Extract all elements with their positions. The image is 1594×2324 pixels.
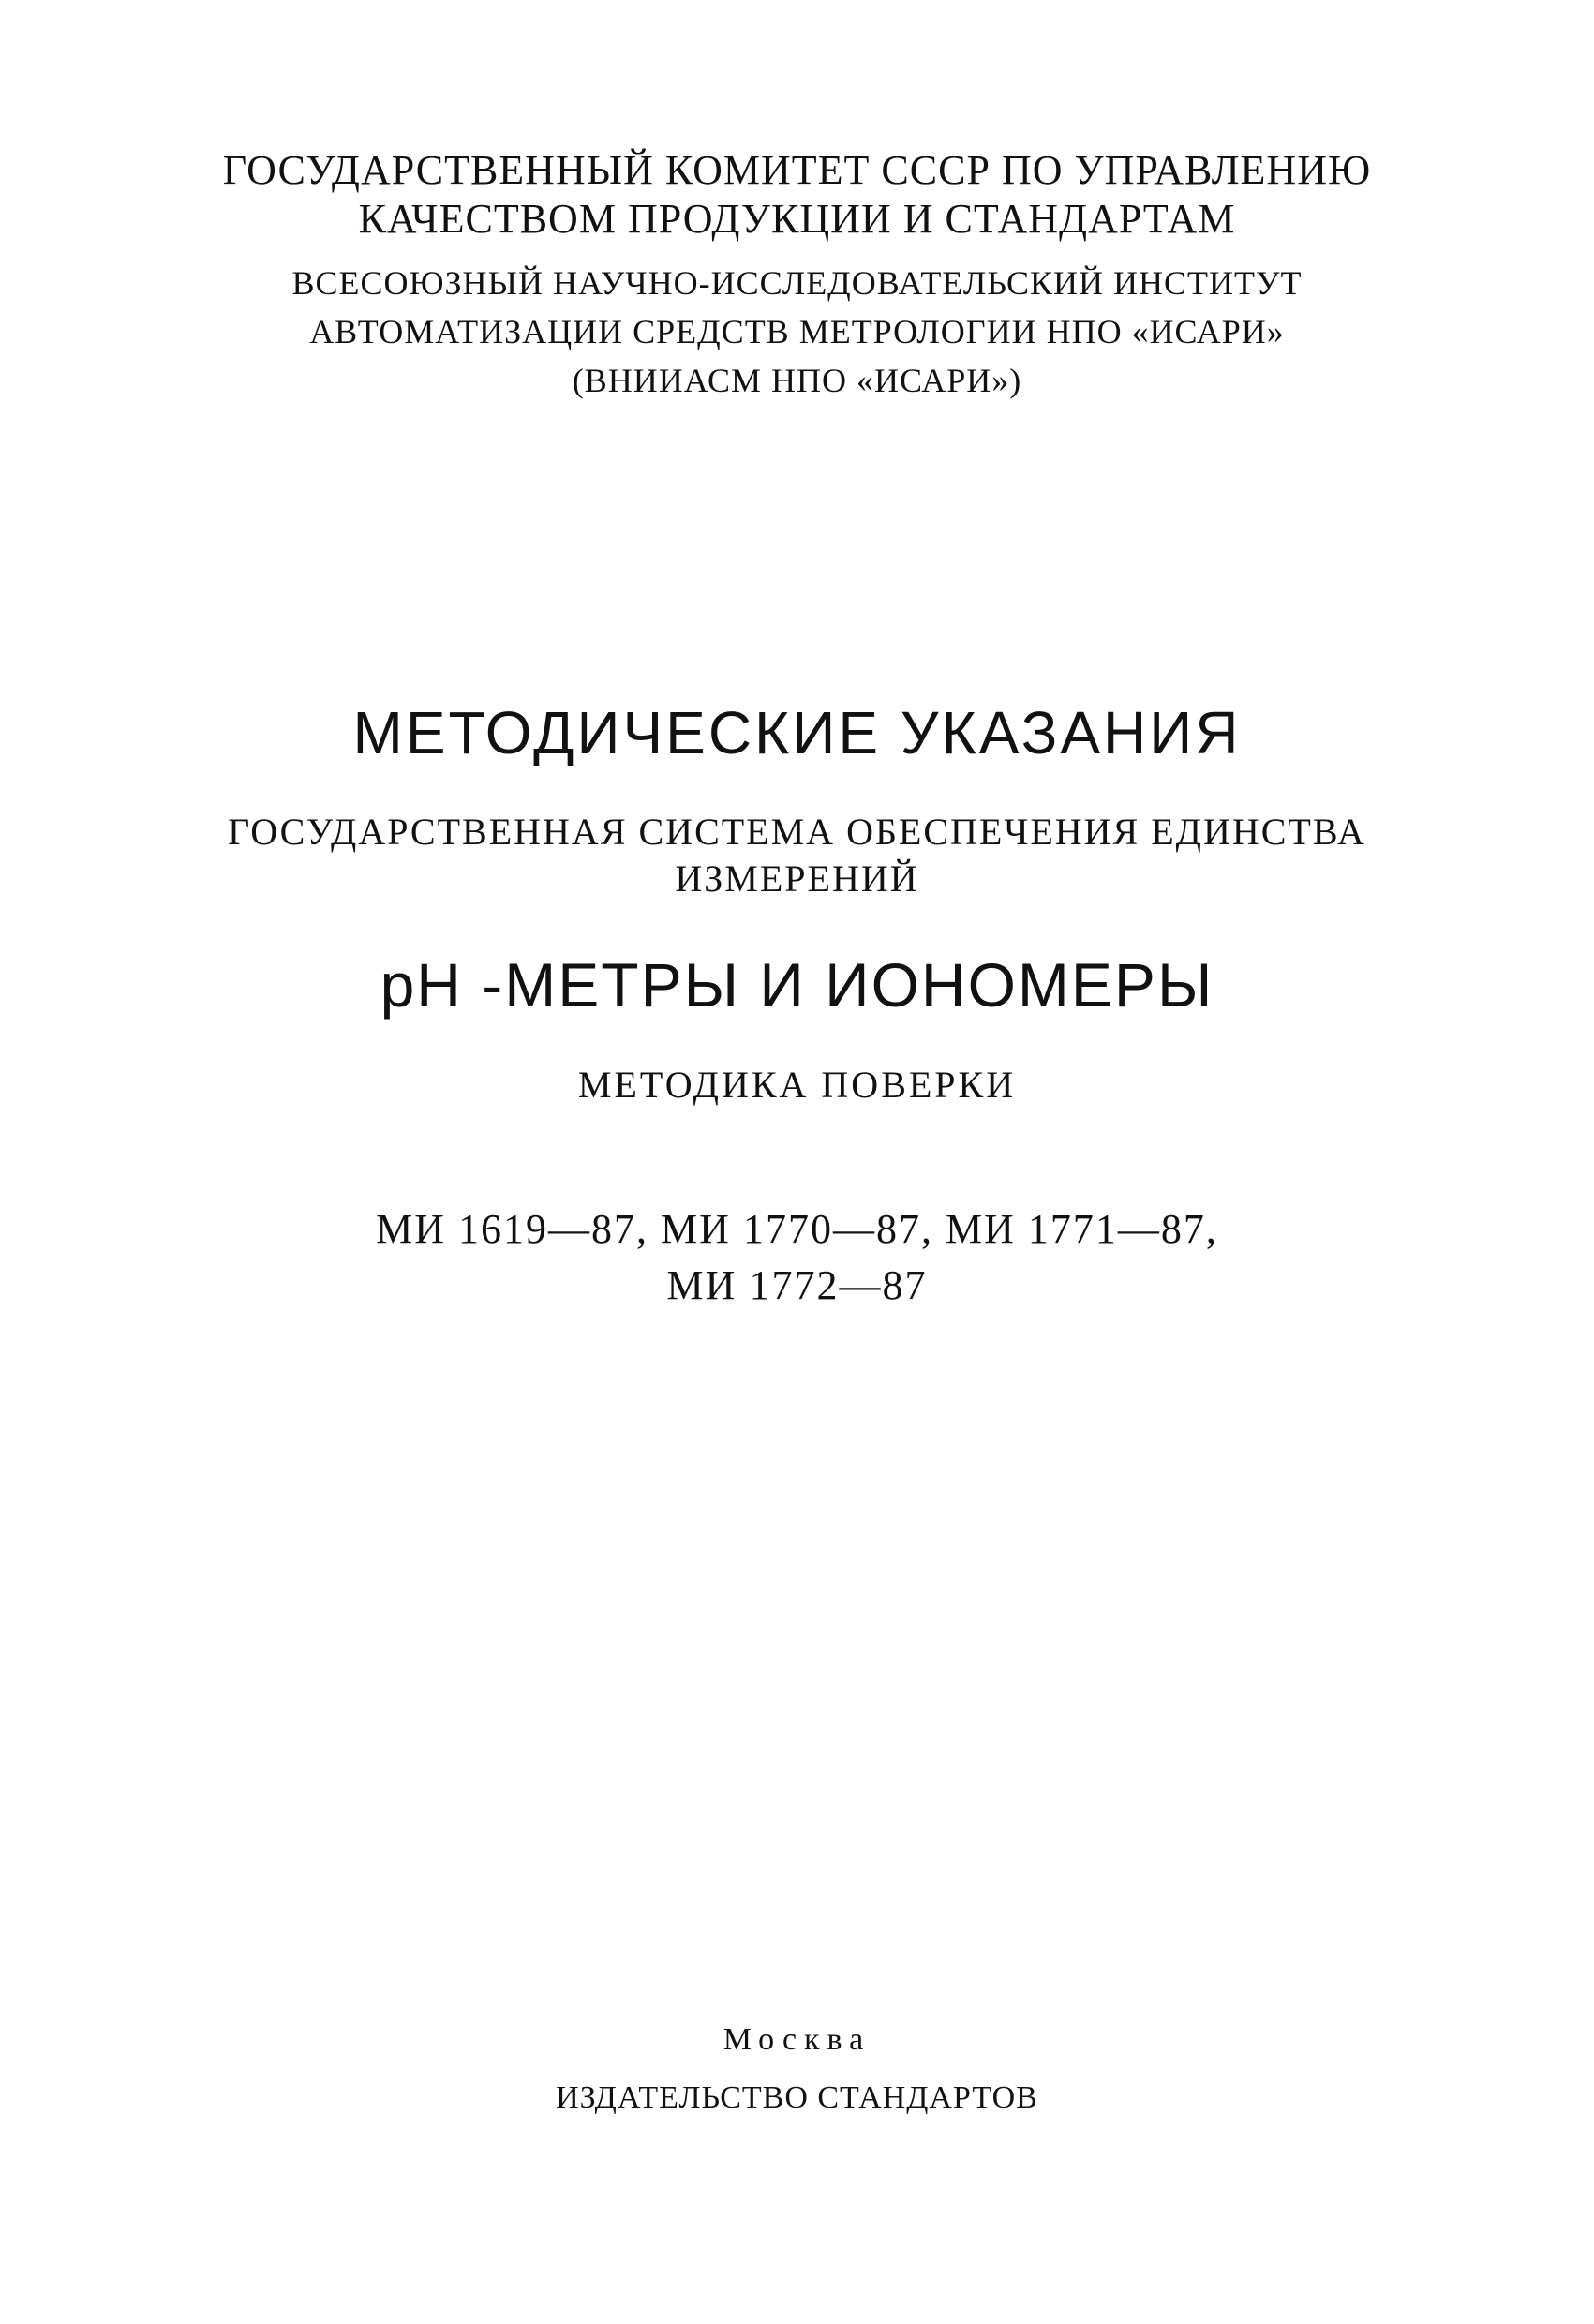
- document-codes-line-1: МИ 1619—87, МИ 1770—87, МИ 1771—87,: [376, 1206, 1218, 1252]
- system-line-2: ИЗМЕРЕНИЙ: [675, 857, 919, 900]
- institute-line-3: (ВНИИАСМ НПО «ИСАРИ»): [572, 362, 1022, 399]
- main-title: pH -МЕТРЫ И ИОНОМЕРЫ: [380, 950, 1214, 1020]
- system-line-1: ГОСУДАРСТВЕННАЯ СИСТЕМА ОБЕСПЕЧЕНИЯ ЕДИНСТВА: [228, 811, 1366, 853]
- publisher-name: ИЗДАТЕЛЬСТВО СТАНДАРТОВ: [556, 2080, 1038, 2115]
- institute-line-1: ВСЕСОЮЗНЫЙ НАУЧНО-ИССЛЕДОВАТЕЛЬСКИЙ ИНСТИТУТ: [291, 264, 1303, 302]
- document-codes-line-2: МИ 1772—87: [666, 1262, 928, 1308]
- committee-line-2: КАЧЕСТВОМ ПРОДУКЦИИ И СТАНДАРТАМ: [358, 196, 1236, 242]
- committee-line-1: ГОСУДАРСТВЕННЫЙ КОМИТЕТ СССР ПО УПРАВЛЕНИЮ: [222, 147, 1372, 193]
- document-type: МЕТОДИЧЕСКИЕ УКАЗАНИЯ: [352, 699, 1242, 767]
- subtitle: МЕТОДИКА ПОВЕРКИ: [577, 1064, 1017, 1106]
- publication-city: Москва: [723, 2022, 871, 2057]
- institute-line-2: АВТОМАТИЗАЦИИ СРЕДСТВ МЕТРОЛОГИИ НПО «ИСАРИ»: [309, 313, 1285, 350]
